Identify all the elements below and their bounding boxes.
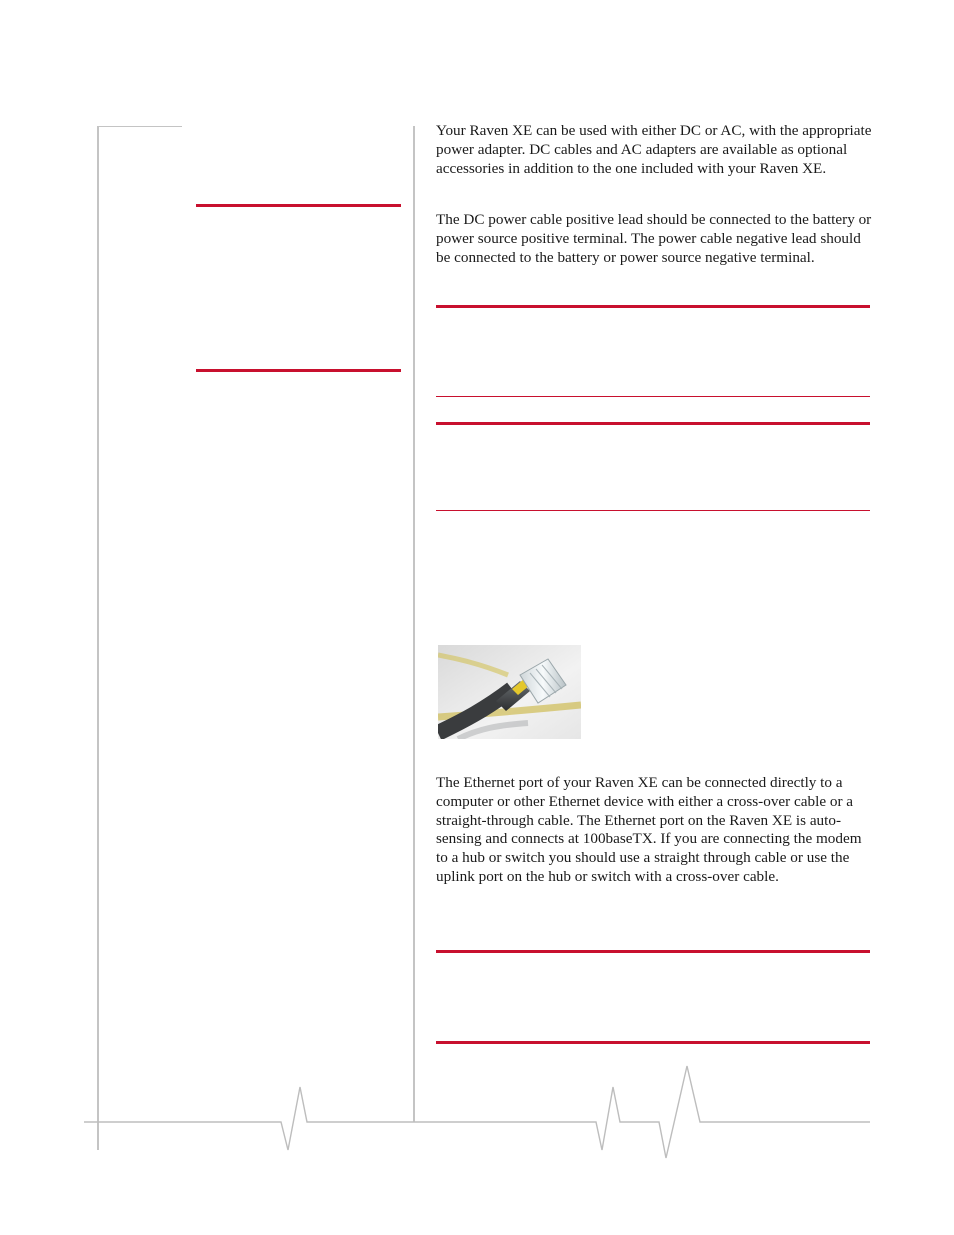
dc-lead-paragraph: The DC power cable positive lead should be connected to the battery or power source positive terminal. The power cable negative lead should be connected to the battery or power source negative terminal.: [436, 211, 872, 266]
dc-ac-paragraph: Your Raven XE can be used with either DC or AC, with the appropriate power adapter. DC cables and AC adapters are available as optional accessories in addition to the one included with your Raven XE.: [436, 122, 872, 177]
ethernet-paragraph: The Ethernet port of your Raven XE can be connected directly to a computer or other Ethernet device with either a cross-over cable or a straight-through cable. The Ethernet port on the Raven XE is auto-sensing and connects at 100baseTX. If you are connecting the modem to a hub or switch you should use a straight through cable or use the uplink port on the hub or switch with a cross-over cable.: [436, 774, 862, 885]
